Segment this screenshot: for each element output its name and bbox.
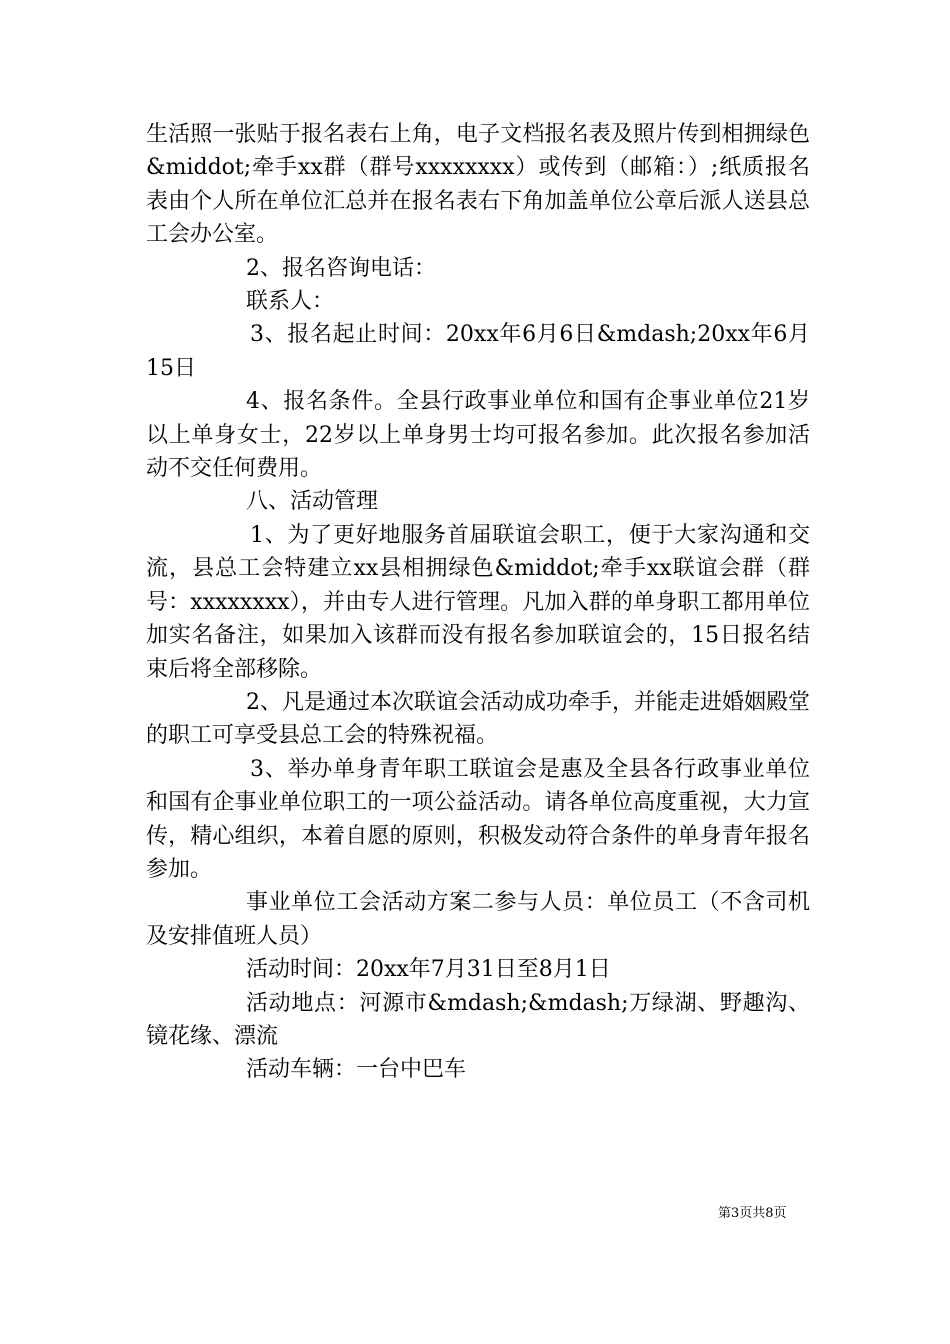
paragraph-9: 3、举办单身青年职工联谊会是惠及全县各行政事业单位和国有企事业单位职工的一项公益活动。请各单位高度重视，大力宣传，精心组织，本着自愿的原则，积极发动符合条件的单身青年报名参加。 <box>146 756 810 882</box>
paragraph-12: 活动地点：河源市&mdash;&mdash;万绿湖、野趣沟、镜花缘、漂流 <box>146 990 810 1049</box>
document-body <box>146 118 810 1087</box>
paragraph-7: 1、为了更好地服务首届联谊会职工，便于大家沟通和交流，县总工会特建立xx县相拥绿色&middot;牵手xx联谊会群（群号：xxxxxxxx），并由专人进行管理。凡加入群的单身职工都用单位加实名备注，如果加入该群而没有报名参加联谊会的，15日报名结束后将全部移除。 <box>146 522 810 682</box>
paragraph-1: 生活照一张贴于报名表右上角，电子文档报名表及照片传到相拥绿色&middot;牵手xx群（群号xxxxxxxx）或传到（邮箱：）;纸质报名表由个人所在单位汇总并在报名表右下角加盖单位公章后派人送县总工会办公室。 <box>146 122 810 248</box>
page-number-footer: 第3页共8页 <box>718 1206 787 1221</box>
paragraph-8: 2、凡是通过本次联谊会活动成功牵手，并能走进婚姻殿堂的职工可享受县总工会的特殊祝福。 <box>146 689 810 749</box>
paragraph-2: 2、报名咨询电话： <box>246 255 436 281</box>
section-heading-activity-management: 八、活动管理 <box>246 489 379 515</box>
paragraph-13: 活动车辆：一台中巴车 <box>246 1057 467 1083</box>
paragraph-10: 事业单位工会活动方案二参与人员：单位员工（不含司机及安排值班人员） <box>146 890 810 949</box>
paragraph-4: 3、报名起止时间：20xx年6月6日&mdash;20xx年6月15日 <box>146 322 810 381</box>
paragraph-5: 4、报名条件。全县行政事业单位和国有企事业单位21岁以上单身女士，22岁以上单身男士均可报名参加。此次报名参加活动不交任何费用。 <box>146 389 810 482</box>
paragraph-3: 联系人： <box>246 289 335 315</box>
paragraph-11: 活动时间：20xx年7月31日至8月1日 <box>246 957 611 983</box>
